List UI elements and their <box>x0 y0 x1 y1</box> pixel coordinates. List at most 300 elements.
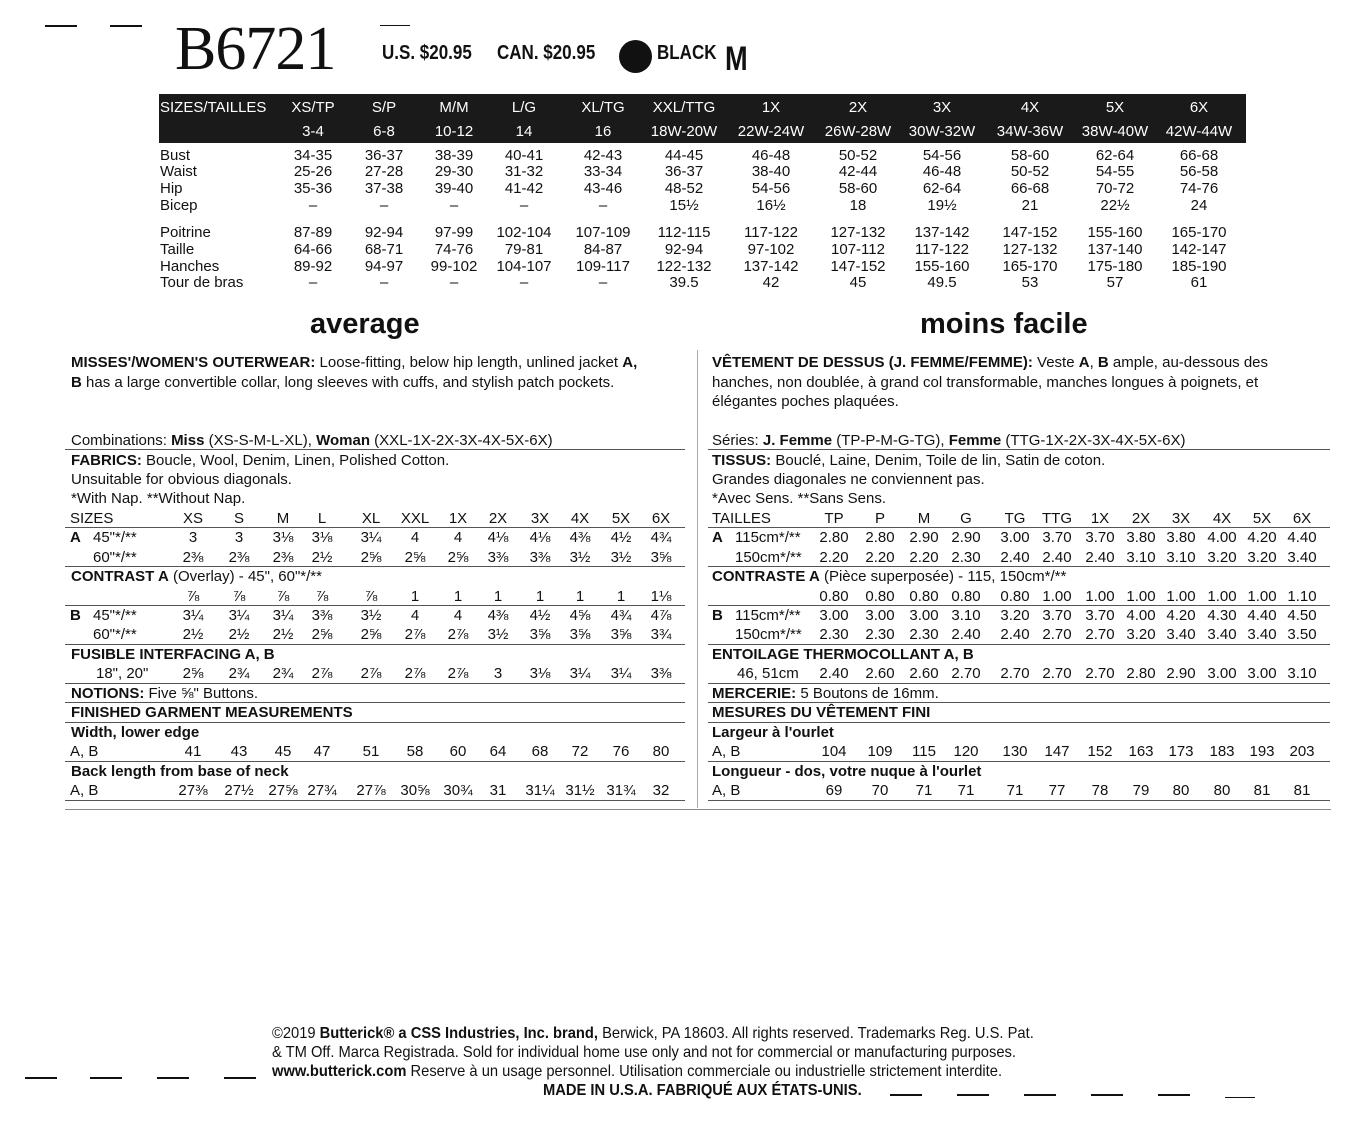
table-rule <box>65 644 685 645</box>
measure-value: 79-81 <box>504 241 544 258</box>
yardage-value: 2.40 <box>951 626 981 643</box>
cut-mark <box>90 1077 122 1079</box>
yardage-value: 3 <box>188 529 198 546</box>
row-label: 18", 20" <box>96 665 149 682</box>
measure-value: 80 <box>1172 782 1190 799</box>
size-letter: 1X <box>761 99 781 116</box>
contrast-fr <box>712 567 1066 586</box>
yardage-value: 3.80 <box>1166 529 1196 546</box>
measure-value: 81 <box>1293 782 1311 799</box>
row-label: 150cm*/** <box>735 549 802 566</box>
yardage-value: 3⅜ <box>529 549 551 566</box>
measure-value: 51 <box>362 743 380 760</box>
yardage-value: 4.40 <box>1287 529 1317 546</box>
yardage-value: 2.70 <box>1085 665 1115 682</box>
desc-fr-line2: hanches, non doublée, à grand col transformable, manches longues à poignets, et <box>712 374 1259 391</box>
measure-value: – <box>449 274 459 291</box>
yardage-value: 2.90 <box>1166 665 1196 682</box>
measure-value: 104-107 <box>496 258 552 275</box>
yardage-value: 0.80 <box>909 588 939 605</box>
yardage-value: 3 <box>234 529 244 546</box>
row-label: 150cm*/** <box>735 626 802 643</box>
yardage-value: 1.00 <box>1042 588 1072 605</box>
size-col-header: 5X <box>611 510 631 527</box>
size-number: 22W-24W <box>737 123 805 140</box>
measure-value: 49.5 <box>927 274 957 291</box>
yardage-value: 4⅞ <box>650 607 672 624</box>
yardage-value: 2¾ <box>228 665 250 682</box>
measure-value: 163 <box>1128 743 1154 760</box>
measure-value: 92-94 <box>664 241 704 258</box>
yardage-value: 2½ <box>311 549 333 566</box>
yardage-value: 3.70 <box>1085 529 1115 546</box>
measure-value: 64 <box>489 743 507 760</box>
measure-value: 39-40 <box>434 180 474 197</box>
yardage-value: 2⅜ <box>182 549 204 566</box>
yardage-value: 3⅝ <box>569 626 591 643</box>
desc-text: ample, au-dessous des <box>1108 354 1269 371</box>
measure-value: 87-89 <box>293 224 333 241</box>
yardage-value: 3¼ <box>272 607 294 624</box>
desc-en-line1 <box>71 353 637 372</box>
measure-value: 147-152 <box>1002 224 1058 241</box>
yardage-value: 3.20 <box>1247 549 1277 566</box>
yardage-value: 3.00 <box>1247 665 1277 682</box>
yardage-value: 0.80 <box>951 588 981 605</box>
measure-value: 71 <box>957 782 975 799</box>
size-col-header: 3X <box>1171 510 1191 527</box>
yardage-value: 3.10 <box>1287 665 1317 682</box>
comb-woman: Femme <box>948 432 1002 449</box>
yardage-value: 2⅝ <box>360 626 382 643</box>
fusible-fr: ENTOILAGE THERMOCOLLANT A, B <box>712 646 974 663</box>
size-col-header: 2X <box>1131 510 1151 527</box>
measure-value: 45 <box>274 743 292 760</box>
comb-woman: Woman <box>316 432 371 449</box>
cut-mark <box>1091 1094 1123 1096</box>
measure-value: 78 <box>1091 782 1109 799</box>
table-rule <box>708 527 1330 528</box>
measure-label: Bust <box>160 147 191 164</box>
yardage-value: ⅞ <box>364 588 378 605</box>
measure-value: 24 <box>1190 197 1208 214</box>
yardage-value: 2.30 <box>865 626 895 643</box>
measure-value: 89-92 <box>293 258 333 275</box>
size-letter: 5X <box>1105 99 1125 116</box>
measure-value: 203 <box>1289 743 1315 760</box>
size-header-label: SIZES/TAILLES <box>160 99 267 116</box>
yardage-value: ⅞ <box>315 588 329 605</box>
yardage-value: 3⅛ <box>272 529 294 546</box>
measure-value: 42 <box>762 274 780 291</box>
measure-value: – <box>519 274 529 291</box>
measure-value: 36-37 <box>364 147 404 164</box>
measure-value: – <box>379 197 389 214</box>
yardage-value: 3¾ <box>650 626 672 643</box>
measure-value: 115 <box>912 743 936 760</box>
difficulty-fr: moins facile <box>920 308 1088 340</box>
copyright: ©2019 <box>272 1025 320 1042</box>
measure-value: 165-170 <box>1171 224 1227 241</box>
measure-value: – <box>449 197 459 214</box>
cut-mark <box>380 25 410 26</box>
yardage-value: 1.00 <box>1247 588 1277 605</box>
measure-label: Waist <box>160 163 197 180</box>
measure-value: 54-56 <box>751 180 791 197</box>
measure-value: 173 <box>1168 743 1194 760</box>
yardage-value: 2⅞ <box>404 626 426 643</box>
back-label-en: Back length from base of neck <box>71 763 289 780</box>
price-can: CAN. $20.95 <box>497 42 596 64</box>
desc-bold: VÊTEMENT DE DESSUS (J. FEMME/FEMME): <box>712 354 1033 371</box>
fabrics-label: FABRICS: <box>71 452 142 469</box>
contrast-rest: (Pièce superposée) - 115, 150cm*/** <box>819 568 1067 585</box>
yardage-value: 3.70 <box>1042 607 1072 624</box>
row-label: 46, 51cm <box>737 665 799 682</box>
table-rule <box>65 761 685 762</box>
measure-value: 66-68 <box>1010 180 1050 197</box>
desc-text: has a large convertible collar, long sleeves with cuffs, and stylish patch pockets. <box>81 374 615 391</box>
measure-value: 137-142 <box>743 258 799 275</box>
measure-value: 31¾ <box>606 782 636 799</box>
fusible-en: FUSIBLE INTERFACING A, B <box>71 646 275 663</box>
cut-mark <box>957 1094 989 1096</box>
contrast-bold: CONTRASTE A <box>712 568 820 585</box>
fabrics-text: Bouclé, Laine, Denim, Toile de lin, Satin de coton. <box>771 452 1106 469</box>
yardage-value: 3.20 <box>1126 626 1156 643</box>
combinations-fr <box>712 431 1185 450</box>
row-label: 45"*/** <box>93 529 137 546</box>
measure-value: 104 <box>821 743 847 760</box>
size-number: 26W-28W <box>824 123 892 140</box>
measure-value: 109-117 <box>576 258 630 275</box>
yardage-value: 4⅝ <box>569 607 591 624</box>
measure-value: 70 <box>871 782 889 799</box>
measure-value: – <box>308 197 318 214</box>
measure-value: 42-43 <box>583 147 623 164</box>
yardage-value: 3⅝ <box>610 626 632 643</box>
size-letter: M/M <box>439 99 469 116</box>
comb-miss: Miss <box>171 432 205 449</box>
yardage-value: 3.40 <box>1207 626 1237 643</box>
yardage-value: 4.50 <box>1287 607 1317 624</box>
measure-value: 71 <box>1006 782 1024 799</box>
yardage-value: 3¼ <box>360 529 382 546</box>
measure-value: 80 <box>652 743 670 760</box>
yardage-value: 3½ <box>487 626 509 643</box>
measure-value: 58-60 <box>838 180 878 197</box>
yardage-value: 0.80 <box>865 588 895 605</box>
measure-value: 76 <box>612 743 630 760</box>
measure-value: 193 <box>1249 743 1275 760</box>
measure-value: 68-71 <box>364 241 404 258</box>
measure-value: – <box>308 274 318 291</box>
yardage-value: 2⅝ <box>447 549 469 566</box>
measure-value: 31½ <box>565 782 595 799</box>
yardage-value: 2.80 <box>865 529 895 546</box>
measure-value: 44-45 <box>664 147 704 164</box>
yardage-value: 4⅛ <box>487 529 509 546</box>
yardage-value: 3.10 <box>951 607 981 624</box>
measure-value: 27⅝ <box>268 782 298 799</box>
size-col-header: M <box>276 510 290 527</box>
size-col-header: L <box>317 510 327 527</box>
contrast-rest: (Overlay) - 45", 60"*/** <box>168 568 322 585</box>
measure-value: 74-76 <box>1179 180 1219 197</box>
cut-mark <box>25 1077 57 1079</box>
measure-value: 127-132 <box>1002 241 1058 258</box>
finished-en: FINISHED GARMENT MEASUREMENTS <box>71 704 353 721</box>
notions-text: Five ⅝" Buttons. <box>144 685 259 702</box>
yardage-value: 3½ <box>610 549 632 566</box>
size-letter: XS/TP <box>291 99 335 116</box>
measure-value: 74-76 <box>434 241 474 258</box>
measure-value: 46-48 <box>751 147 791 164</box>
measure-value: 107-109 <box>575 224 631 241</box>
yardage-value: 2⅜ <box>272 549 294 566</box>
yardage-value: 3⅝ <box>529 626 551 643</box>
measure-value: 137-140 <box>1087 241 1143 258</box>
desc-fr-line3: élégantes poches plaquées. <box>712 393 899 410</box>
measure-value: 53 <box>1021 274 1039 291</box>
yardage-value: 3.00 <box>1207 665 1237 682</box>
measure-value: 34-35 <box>293 147 333 164</box>
yardage-value: 3 <box>493 665 503 682</box>
measure-value: 45 <box>849 274 867 291</box>
measure-value: 30¾ <box>443 782 473 799</box>
yardage-value: 3¼ <box>228 607 250 624</box>
yardage-value: 2.80 <box>1126 665 1156 682</box>
yardage-value: 2⅝ <box>360 549 382 566</box>
measure-value: 19½ <box>927 197 957 214</box>
measure-value: 97-99 <box>434 224 474 241</box>
measure-value: 175-180 <box>1087 258 1143 275</box>
measure-value: 46-48 <box>922 163 962 180</box>
size-col-header: 5X <box>1252 510 1272 527</box>
size-letter: 2X <box>848 99 868 116</box>
ab-label: A, B <box>712 743 741 760</box>
measure-value: 152 <box>1087 743 1113 760</box>
yardage-value: 3.10 <box>1166 549 1196 566</box>
yardage-value: 1.00 <box>1126 588 1156 605</box>
measure-value: 29-30 <box>434 163 474 180</box>
yardage-value: 1.00 <box>1207 588 1237 605</box>
size-col-header: 2X <box>488 510 508 527</box>
yardage-value: 1 <box>453 588 463 605</box>
brand: Butterick® a CSS Industries, Inc. brand, <box>319 1025 599 1042</box>
view-b-letter: B <box>712 607 723 624</box>
contrast-bold: CONTRAST A <box>71 568 169 585</box>
measure-value: 18 <box>849 197 867 214</box>
row-label: 115cm*/** <box>735 529 801 546</box>
table-rule <box>708 722 1330 723</box>
yardage-value: 4.00 <box>1207 529 1237 546</box>
measure-value: 92-94 <box>364 224 404 241</box>
view-a-letter: A <box>712 529 723 546</box>
measure-value: 56-58 <box>1179 163 1219 180</box>
yardage-value: 1 <box>410 588 420 605</box>
yardage-value: 2.20 <box>819 549 849 566</box>
view-a-letter: A <box>70 529 81 546</box>
size-col-header: 4X <box>1212 510 1232 527</box>
color-label: BLACK <box>657 42 717 64</box>
yardage-value: 3.00 <box>865 607 895 624</box>
sizes-label: TAILLES <box>712 510 771 527</box>
table-rule <box>65 449 685 450</box>
difficulty-letter: M <box>725 40 748 78</box>
yardage-value: 2.90 <box>909 529 939 546</box>
measure-value: 39.5 <box>669 274 699 291</box>
yardage-value: 3¼ <box>182 607 204 624</box>
size-col-header: P <box>874 510 886 527</box>
measure-value: 97-102 <box>747 241 795 258</box>
yardage-value: 2½ <box>272 626 294 643</box>
yardage-value: 2½ <box>182 626 204 643</box>
yardage-value: 4.00 <box>1126 607 1156 624</box>
measure-value: 48-52 <box>664 180 704 197</box>
yardage-value: 3¼ <box>610 665 632 682</box>
measure-value: 31-32 <box>504 163 544 180</box>
measure-value: 109 <box>867 743 893 760</box>
measure-value: 42-44 <box>838 163 878 180</box>
yardage-value: 3⅛ <box>311 529 333 546</box>
size-letter: L/G <box>511 99 537 116</box>
measure-value: 112-115 <box>657 224 711 241</box>
yardage-value: 3.20 <box>1207 549 1237 566</box>
size-number: 10-12 <box>434 123 474 140</box>
measure-value: 68 <box>531 743 549 760</box>
yardage-value: 2.20 <box>865 549 895 566</box>
yardage-value: 2⅜ <box>228 549 250 566</box>
yardage-value: 3.40 <box>1287 549 1317 566</box>
measure-value: 117-122 <box>744 224 798 241</box>
desc-text: , <box>1089 354 1098 371</box>
yardage-value: 2⅝ <box>311 626 333 643</box>
table-rule <box>708 702 1330 703</box>
measure-value: 127-132 <box>830 224 886 241</box>
yardage-value: 2⅞ <box>447 626 469 643</box>
yardage-value: 2.30 <box>819 626 849 643</box>
measure-value: 102-104 <box>496 224 552 241</box>
price-us: U.S. $20.95 <box>382 42 472 64</box>
row-label: 45"*/** <box>93 607 137 624</box>
yardage-value: 1.00 <box>1166 588 1196 605</box>
comb-woman-sizes: (XXL-1X-2X-3X-4X-5X-6X) <box>370 432 553 449</box>
measure-value: – <box>519 197 529 214</box>
notions-label: NOTIONS: <box>71 685 145 702</box>
size-letter: 3X <box>932 99 952 116</box>
table-rule <box>65 605 685 606</box>
yardage-value: 2.40 <box>1085 549 1115 566</box>
yardage-value: 2⅝ <box>182 665 204 682</box>
measure-value: 31¼ <box>525 782 555 799</box>
notions-label: MERCERIE: <box>712 685 797 702</box>
measure-value: 72 <box>571 743 589 760</box>
yardage-value: 4 <box>410 529 420 546</box>
size-col-header: XS <box>182 510 204 527</box>
size-col-header: XXL <box>400 510 430 527</box>
desc-bold: MISSES'/WOMEN'S OUTERWEAR: <box>71 354 316 371</box>
yardage-value: ⅞ <box>186 588 200 605</box>
cut-mark <box>110 25 142 27</box>
measure-value: 183 <box>1209 743 1235 760</box>
size-col-header: 4X <box>570 510 590 527</box>
size-col-header: XL <box>361 510 381 527</box>
yardage-value: 3⅝ <box>650 549 672 566</box>
table-rule <box>708 761 1330 762</box>
size-letter: XL/TG <box>581 99 625 116</box>
measure-value: 27-28 <box>364 163 404 180</box>
table-rule <box>708 800 1330 801</box>
yardage-value: 2⅞ <box>404 665 426 682</box>
measure-label: Tour de bras <box>160 274 244 291</box>
back-label-fr: Longueur - dos, votre nuque à l'ourlet <box>712 763 982 780</box>
size-number: 30W-32W <box>908 123 976 140</box>
measure-value: 25-26 <box>293 163 333 180</box>
yardage-value: ⅞ <box>276 588 290 605</box>
yardage-value: 3.40 <box>1166 626 1196 643</box>
yardage-value: 4¾ <box>610 607 632 624</box>
table-rule <box>708 683 1330 684</box>
table-rule <box>708 566 1330 567</box>
yardage-value: 1.00 <box>1085 588 1115 605</box>
yardage-value: 2.40 <box>1000 549 1030 566</box>
yardage-value: 3.00 <box>909 607 939 624</box>
measure-value: 165-170 <box>1002 258 1058 275</box>
comb-prefix: Combinations: <box>71 432 172 449</box>
measure-value: 130 <box>1002 743 1028 760</box>
yardage-value: 3.00 <box>819 607 849 624</box>
measure-value: 117-122 <box>915 241 969 258</box>
size-letter: 6X <box>1189 99 1209 116</box>
cut-mark <box>1225 1097 1255 1098</box>
yardage-value: 4.30 <box>1207 607 1237 624</box>
measure-value: 54-56 <box>922 147 962 164</box>
yardage-value: 3.40 <box>1247 626 1277 643</box>
website-link[interactable]: www.butterick.com <box>272 1063 407 1080</box>
yardage-value: 3.20 <box>1000 607 1030 624</box>
table-rule <box>65 566 685 567</box>
measure-value: 58-60 <box>1010 147 1050 164</box>
measure-label: Poitrine <box>160 224 211 241</box>
yardage-value: 2¾ <box>272 665 294 682</box>
measure-value: 32 <box>652 782 670 799</box>
measure-value: 94-97 <box>364 258 404 275</box>
measure-value: 15½ <box>669 197 699 214</box>
yardage-value: 2.40 <box>819 665 849 682</box>
table-rule <box>65 702 685 703</box>
footer-line2: & TM Off. Marca Registrada. Sold for individual home use only and not for commercial or manufacturing purposes. <box>272 1044 1016 1061</box>
measure-value: 38-39 <box>434 147 474 164</box>
yardage-value: 2.20 <box>909 549 939 566</box>
measure-value: 155-160 <box>914 258 970 275</box>
measure-value: 107-112 <box>831 241 885 258</box>
yardage-value: 3⅜ <box>650 665 672 682</box>
row-label: 60"*/** <box>93 549 137 566</box>
view-b: B <box>1097 354 1109 371</box>
yardage-value: 4 <box>453 529 463 546</box>
yardage-value: 2.30 <box>951 549 981 566</box>
measure-label: Taille <box>160 241 195 258</box>
size-col-header: 6X <box>1292 510 1312 527</box>
yardage-value: 2⅞ <box>447 665 469 682</box>
desc-text: Loose-fitting, below hip length, unlined jacket <box>315 354 623 371</box>
yardage-value: 2⅞ <box>360 665 382 682</box>
measure-value: 43-46 <box>583 180 623 197</box>
yardage-value: 3.50 <box>1287 626 1317 643</box>
yardage-value: 2.70 <box>1085 626 1115 643</box>
yardage-value: 4¾ <box>650 529 672 546</box>
